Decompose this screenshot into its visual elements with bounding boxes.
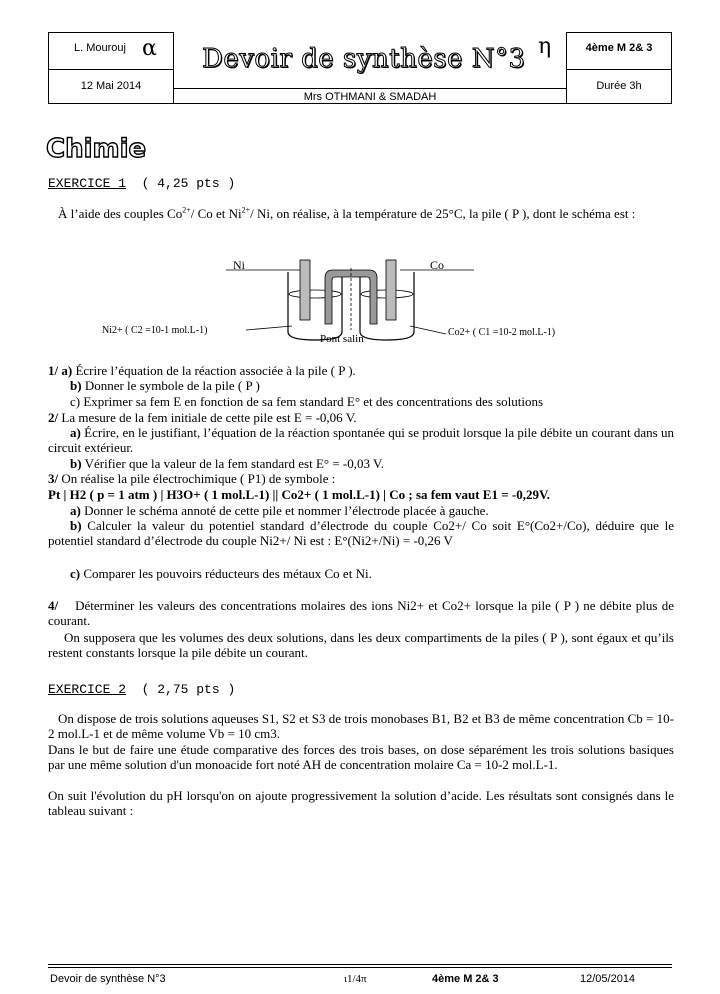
footer-date: 12/05/2014 — [580, 973, 636, 985]
class: 4ème M 2& 3 — [585, 42, 653, 54]
q4: 4/ Déterminer les valeurs des concentrations molaires des ions Ni2+ et Co2+ lorsque la pile ( P ) ne débite plus de courant. — [48, 598, 675, 628]
ni-label: Ni — [233, 258, 245, 272]
header-rule — [174, 88, 566, 89]
q3-symbol: Pt | H2 ( p = 1 atm ) | H3O+ ( 1 mol.L-1) || Co2+ ( 1 mol.L-1) | Co ; sa fem vaut E1 = -0,29V. — [48, 487, 550, 502]
exercise1-heading: EXERCICE 1 ( 4,25 pts ) — [48, 176, 236, 191]
right-solution-label: Co2+ ( C1 =10-2 mol.L-1) — [448, 327, 556, 338]
q3: 3/ On réalise la pile électrochimique ( P1) de symbole : — [48, 471, 336, 486]
q2: 2/ La mesure de la fem initiale de cette pile est E = -0,06 V. — [48, 410, 357, 425]
author: L. Mourouj — [74, 42, 126, 54]
footer-class: 4ème M 2& 3 — [432, 973, 499, 985]
footer-rule-2 — [48, 967, 672, 968]
q2a: a) Écrire, en le justifiant, l’équation de la réaction spontanée qui se produit lorsque la pile débite un courant dans un circuit extérieur. — [48, 425, 674, 455]
page-title: Devoir de synthèse N°3 — [202, 44, 526, 74]
exercise2-heading: EXERCICE 2 ( 2,75 pts ) — [48, 682, 236, 697]
q1c: c) Exprimer sa fem E en fonction de sa fem standard E° et des concentrations des solutions — [70, 394, 544, 409]
co-label: Co — [430, 258, 445, 272]
exercise1-intro: À l’aide des couples $Co^{2+}/$ Co et $Ni^{2+}/$ Ni, on réalise, à la température de 25°C, la pile ( P ), dont le schéma est : — [58, 205, 636, 221]
ni-electrode — [300, 260, 310, 320]
exercise2-p2: Dans le but de faire une étude comparative des forces des trois bases, on dose séparément les trois solutions basiques par une même solution d'un monoacide fort noté AH de concentration molaire Ca = 10-2 mol.L-1. — [48, 742, 674, 772]
exercise2-p3: On suit l'évolution du pH lorsqu'on on ajoute progressivement la solution d’acide. Les résultats sont consignés dans le tableau suivant : — [48, 788, 674, 818]
q1b: b) Donner le symbole de la pile ( P ) — [70, 378, 260, 393]
left-beaker — [288, 272, 342, 340]
q4-note: On supposera que les volumes des deux solutions, dans les deux compartiments de la piles ( P ), sont égaux et qu’ils restent constants lorsque la pile débite un courant. — [48, 630, 674, 660]
salt-bridge-label: Pont salin — [320, 333, 364, 345]
footer-rule — [48, 964, 672, 965]
duration: Durée 3h — [596, 80, 642, 92]
header-bottom-rule — [174, 103, 566, 104]
title-eta-icon: η — [538, 34, 552, 59]
q3a: a) Donner le schéma annoté de cette pile et nommer l’électrode placée à gauche. — [70, 503, 489, 518]
co-electrode — [386, 260, 396, 320]
teachers: Mrs OTHMANI & SMADAH — [303, 91, 437, 103]
q3b: b) Calculer la valeur du potentiel standard d’électrode du couple Co2+/ Co soit E°(Co2+/Co), déduire que le potentiel standard d’électrode du couple Ni2+/ Ni est : E°(Ni2+/Ni) = -0,26 V — [48, 518, 675, 548]
exercise2-p1: On dispose de trois solutions aqueuses S1, S2 et S3 de trois monobases B1, B2 et B3 de même concentration Cb = 10-2 mol.L-1 et de même volume Vb = 10 cm3. — [48, 711, 674, 741]
footer-title: Devoir de synthèse N°3 — [50, 973, 166, 985]
q1a: 1/ a) Écrire l’équation de la réaction associée à la pile ( P ). — [48, 363, 356, 378]
q2b: b) Vérifier que la valeur de la fem standard est E° = -0,03 V. — [70, 456, 384, 471]
author-alpha-icon: α — [142, 36, 157, 61]
left-solution-label: Ni2+ ( C2 =10-1 mol.L-1) — [102, 325, 208, 336]
q3c: c) Comparer les pouvoirs réducteurs des métaux Co et Ni. — [70, 566, 372, 581]
footer-page: ι1/4π — [344, 973, 367, 985]
date: 12 Mai 2014 — [80, 80, 142, 92]
section-title: Chimie — [46, 134, 147, 164]
